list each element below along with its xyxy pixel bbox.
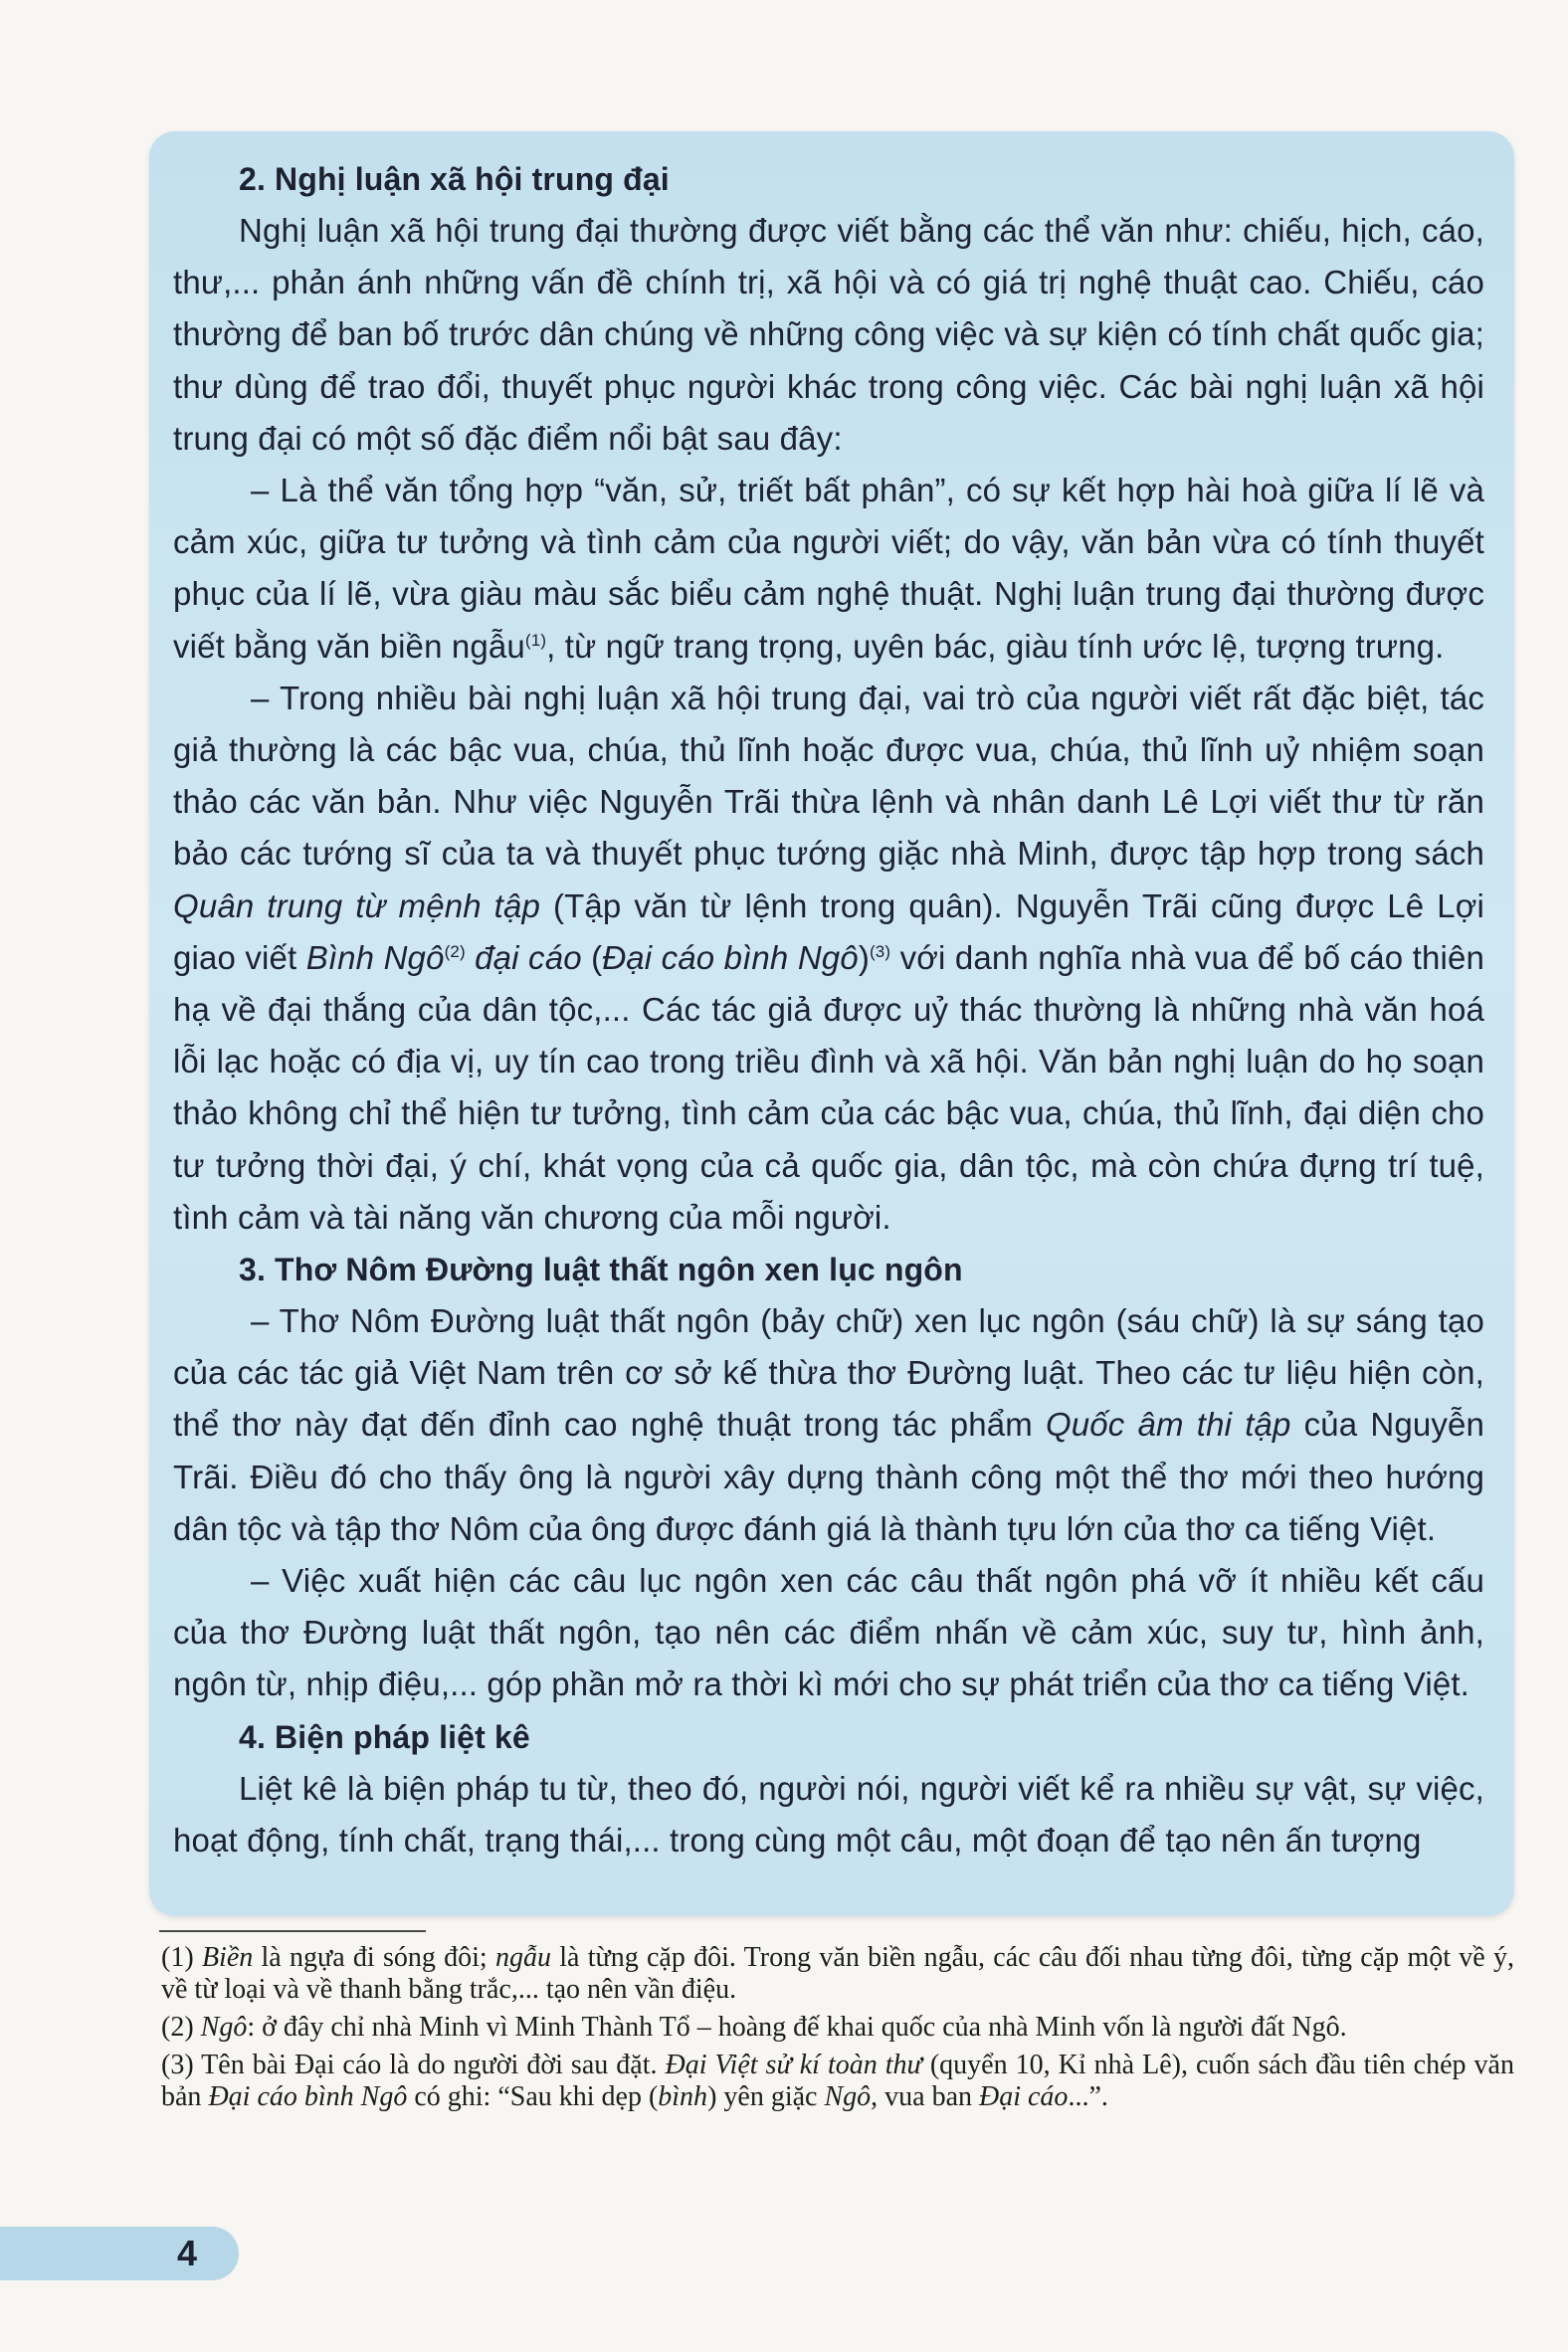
text-run: ...”. [1068, 2081, 1108, 2112]
text-run: , từ ngữ trang trọng, uyên bác, giàu tính ước lệ, tượng trưng. [546, 627, 1445, 665]
footnote-ref: (1) [524, 630, 547, 650]
text-run: ) [858, 938, 870, 976]
text-run: , vua ban [871, 2081, 979, 2112]
text-run: – Trong nhiều bài nghị luận xã hội trung đại, vai trò của người viết rất đặc biệt, tác giả thường là các bậc vua, chúa, thủ lĩnh hoặc được vua, chúa, thủ lĩnh uỷ nhiệm soạn thảo các văn bản. Như việc Nguyễn Trãi thừa lệnh và nhân danh Lê Lợi viết thư từ răn bảo các tướng sĩ của ta và thuyết phục tướng giặc nhà Minh, được tập hợp trong sách [173, 679, 1484, 873]
footnote-3 [161, 2050, 1514, 2113]
page-number: 4 [177, 2233, 198, 2273]
footnotes [161, 1942, 1514, 2119]
work-title: Bình Ngô [305, 938, 445, 976]
work-title: Quốc âm thi tập [1045, 1406, 1291, 1444]
bullet-paragraph [173, 673, 1484, 1244]
footnote-number: (3) [161, 2050, 202, 2080]
text-run: : ở đây chỉ nhà Minh vì Minh Thành Tổ – hoàng đế khai quốc của nhà Minh vốn là người đất Ngô. [247, 2012, 1347, 2043]
term: bình [658, 2081, 708, 2112]
bullet-paragraph: – Việc xuất hiện các câu lục ngôn xen các câu thất ngôn phá vỡ ít nhiều kết cấu của thơ Đường luật thất ngôn, tạo nên các điểm nhấn về cảm xúc, suy tư, hình ảnh, ngôn từ, nhịp điệu,... góp phần mở ra thời kì mới cho sự phát triển của thơ ca tiếng Việt. [173, 1562, 1484, 1703]
text-run: – Thơ Nôm Đường luật thất ngôn (bảy chữ) xen lục ngôn (sáu chữ) là sự sáng tạo của các tác giả Việt Nam trên cơ sở kế thừa thơ Đường luật. Theo các tư liệu hiện còn, thể thơ này đạt đến đỉnh cao nghệ thuật trong tác phẩm [173, 1302, 1484, 1444]
bullet-paragraph [173, 1295, 1484, 1555]
book-title: Đại Việt sử kí toàn thư [665, 2050, 922, 2080]
text-run: – Là thể văn tổng hợp “văn, sử, triết bất phân”, có sự kết hợp hài hoà giữa lí lẽ và cảm xúc, giữa tư tưởng và tình cảm của người viết; do vậy, văn bản vừa có tính thuyết phục của lí lẽ, vừa giàu màu sắc biểu cảm nghệ thuật. Nghị luận trung đại thường được viết bằng văn biền ngẫu [173, 472, 1484, 665]
text-run: với danh nghĩa nhà vua để bố cáo thiên hạ về đại thắng của dân tộc,... Các tác giả được uỷ thác thường là những nhà văn hoá lỗi lạc hoặc có địa vị, uy tín cao trong triều đình và xã hội. Văn bản nghị luận do họ soạn thảo không chỉ thể hiện tư tưởng, tình cảm của các bậc vua, chúa, thủ lĩnh, đại diện cho tư tưởng thời đại, ý chí, khát vọng của cả quốc gia, dân tộc, mà còn chứa đựng trí tuệ, tình cảm và tài năng văn chương của mỗi người. [173, 938, 1484, 1236]
section-intro: Nghị luận xã hội trung đại thường được viết bằng các thể văn như: chiếu, hịch, cáo, thư,... phản ánh những vấn đề chính trị, xã hội và có giá trị nghệ thuật cao. Chiếu, cáo thường để ban bố trước dân chúng về những công việc và sự kiện có tính chất quốc gia; thư dùng để trao đổi, thuyết phục người khác trong công việc. Các bài nghị luận xã hội trung đại có một số đặc điểm nổi bật sau đây: [173, 212, 1484, 457]
term: Ngô [200, 2012, 248, 2043]
work-title: Đại cáo bình Ngô [602, 938, 859, 976]
section-heading: 2. Nghị luận xã hội trung đại [239, 161, 670, 197]
bullet-paragraph [173, 465, 1484, 673]
term: Ngô [824, 2081, 872, 2112]
footnote-ref: (3) [869, 941, 891, 961]
text-run: là từng cặp đôi. Trong văn biền ngẫu, các câu đối nhau từng đôi, từng cặp một về ý, về từ loại và về thanh bằng trắc,... tạo nên vần điệu. [161, 1942, 1514, 2005]
footnote-2 [161, 2012, 1514, 2044]
term: Biền [201, 1942, 254, 1973]
text-run: (quyển 10, Kỉ nhà Lê), cuốn sách đầu tiên chép văn bản [161, 2050, 1514, 2112]
section-heading: 4. Biện pháp liệt kê [239, 1718, 530, 1755]
term: ngẫu [494, 1942, 551, 1973]
text-run: của Nguyễn Trãi. Điều đó cho thấy ông là người xây dựng thành công một thể thơ mới theo hướng dân tộc và tập thơ Nôm của ông được đánh giá là thành tựu lớn của thơ ca tiếng Việt. [173, 1406, 1485, 1547]
text-run: có ghi: “Sau khi dẹp ( [407, 2081, 659, 2112]
footnote-1 [161, 1942, 1514, 2006]
section-heading: 3. Thơ Nôm Đường luật thất ngôn xen lục ngôn [239, 1252, 963, 1288]
work-title: đại cáo [465, 938, 582, 976]
footnote-ref: (2) [444, 941, 466, 961]
content-panel [149, 131, 1514, 1916]
footnote-divider [159, 1930, 426, 1932]
text-run: Tên bài Đại cáo là do người đời sau đặt. [201, 2050, 666, 2080]
book-title: Quân trung từ mệnh tập [173, 886, 540, 924]
text-run: (Tập văn từ lệnh trong quân). Nguyễn Trãi cũng được Lê Lợi giao viết [173, 886, 1484, 976]
work-title: Đại cáo bình Ngô [208, 2081, 408, 2112]
text-run: ( [581, 938, 603, 976]
footnote-number: (2) [161, 2012, 201, 2043]
text-run: là ngựa đi sóng đôi; [253, 1942, 495, 1973]
footnote-number: (1) [161, 1942, 202, 1973]
text-run: ) yên giặc [707, 2081, 825, 2112]
panel-text [173, 153, 1484, 1916]
page-number-tab [0, 2227, 239, 2280]
section-intro: Liệt kê là biện pháp tu từ, theo đó, người nói, người viết kể ra nhiều sự vật, sự việc, hoạt động, tính chất, trạng thái,... trong cùng một câu, một đoạn để tạo nên ấn tượng [173, 1769, 1484, 1859]
work-title: Đại cáo [979, 2081, 1069, 2112]
